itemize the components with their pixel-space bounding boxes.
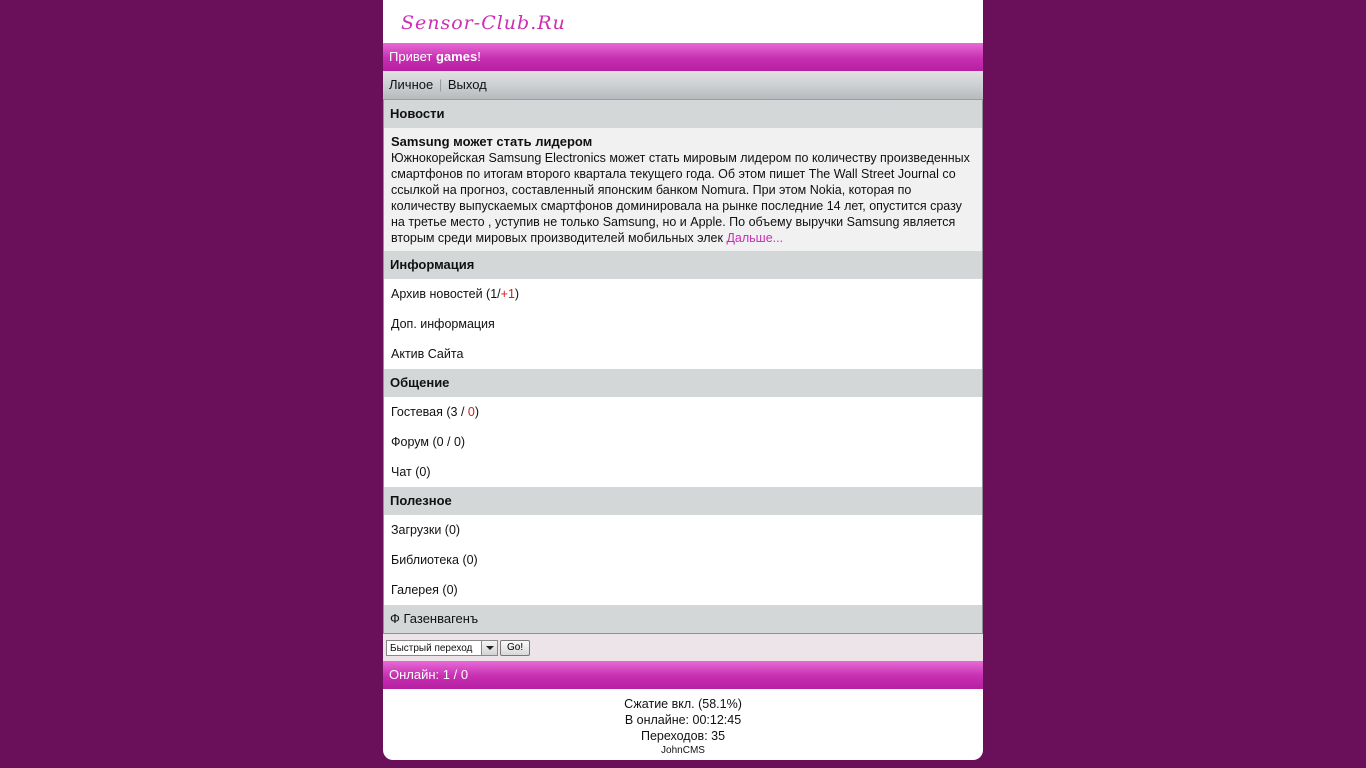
info-heading: Информация xyxy=(384,251,982,279)
quick-nav-value: Быстрый переход xyxy=(390,642,473,654)
library-link[interactable]: Библиотека (0) xyxy=(384,545,982,575)
quick-nav-bar xyxy=(383,633,983,661)
communication-section xyxy=(383,369,983,487)
logout-link[interactable]: Выход xyxy=(447,77,487,92)
online-time: В онлайне: 00:12:45 xyxy=(624,713,742,727)
greeting-prefix: Привет xyxy=(389,49,433,64)
chevron-down-icon[interactable] xyxy=(481,641,497,655)
archive-new-count: +1 xyxy=(500,287,515,301)
footer xyxy=(383,689,983,758)
logo-bar xyxy=(383,0,983,43)
gazenvagen-link[interactable]: Ф Газенвагенъ xyxy=(384,605,982,633)
news-title: Samsung может стать лидером xyxy=(391,134,593,149)
guestbook-link[interactable] xyxy=(384,397,982,427)
gallery-link[interactable]: Галерея (0) xyxy=(384,575,982,605)
guestbook-new-count: 0 xyxy=(467,405,475,419)
news-section xyxy=(383,100,983,251)
personal-link[interactable]: Личное xyxy=(389,77,434,92)
user-menu xyxy=(383,71,983,100)
guestbook-close: ) xyxy=(474,405,480,419)
downloads-link[interactable]: Загрузки (0) xyxy=(384,515,982,545)
archive-close: ) xyxy=(514,287,520,301)
engine-label[interactable]: JohnCMS xyxy=(661,745,705,756)
chat-link[interactable]: Чат (0) xyxy=(384,457,982,487)
archive-label: Архив новостей (1/ xyxy=(391,287,501,301)
news-archive-link[interactable] xyxy=(384,279,982,309)
news-heading: Новости xyxy=(384,100,982,128)
news-text: Южнокорейская Samsung Electronics может стать мировым лидером по количеству произведенных смартфонов по итогам второго квартала текущего года. Об этом пишет The Wall Street Journal со ссылкой на прогноз, составленный японским банком Nomura. При этом Nokia, которая по количеству выпускаемых смартфонов доминировала на рынке последние 14 лет, опустится сразу на третье место , уступив не только Samsung, но и Apple. По объему выручки Samsung является вторым среди мировых производителей мобильных элек xyxy=(391,151,970,245)
page-container xyxy=(383,0,983,760)
compression-status: Сжатие вкл. (58.1%) xyxy=(624,697,742,711)
info-section xyxy=(383,251,983,369)
online-bar[interactable]: Онлайн: 1 / 0 xyxy=(383,661,983,689)
useful-section xyxy=(383,487,983,605)
communication-heading: Общение xyxy=(384,369,982,397)
read-more-link[interactable]: Дальше... xyxy=(726,231,784,245)
news-item xyxy=(384,128,982,251)
extra-info-link[interactable]: Доп. информация xyxy=(384,309,982,339)
greeting-suffix: ! xyxy=(477,49,481,64)
useful-heading: Полезное xyxy=(384,487,982,515)
greeting-bar xyxy=(383,43,983,71)
menu-separator: | xyxy=(438,77,443,92)
gazenvagen-section xyxy=(383,605,983,633)
guestbook-label: Гостевая (3 / xyxy=(391,405,468,419)
site-active-link[interactable]: Актив Сайта xyxy=(384,339,982,369)
transitions-count: Переходов: 35 xyxy=(640,729,726,743)
site-logo[interactable]: Sensor-Club.Ru xyxy=(401,12,566,34)
go-button[interactable]: Go! xyxy=(500,640,530,656)
quick-nav-select[interactable] xyxy=(386,640,498,656)
username: games xyxy=(435,49,478,64)
forum-link[interactable]: Форум (0 / 0) xyxy=(384,427,982,457)
